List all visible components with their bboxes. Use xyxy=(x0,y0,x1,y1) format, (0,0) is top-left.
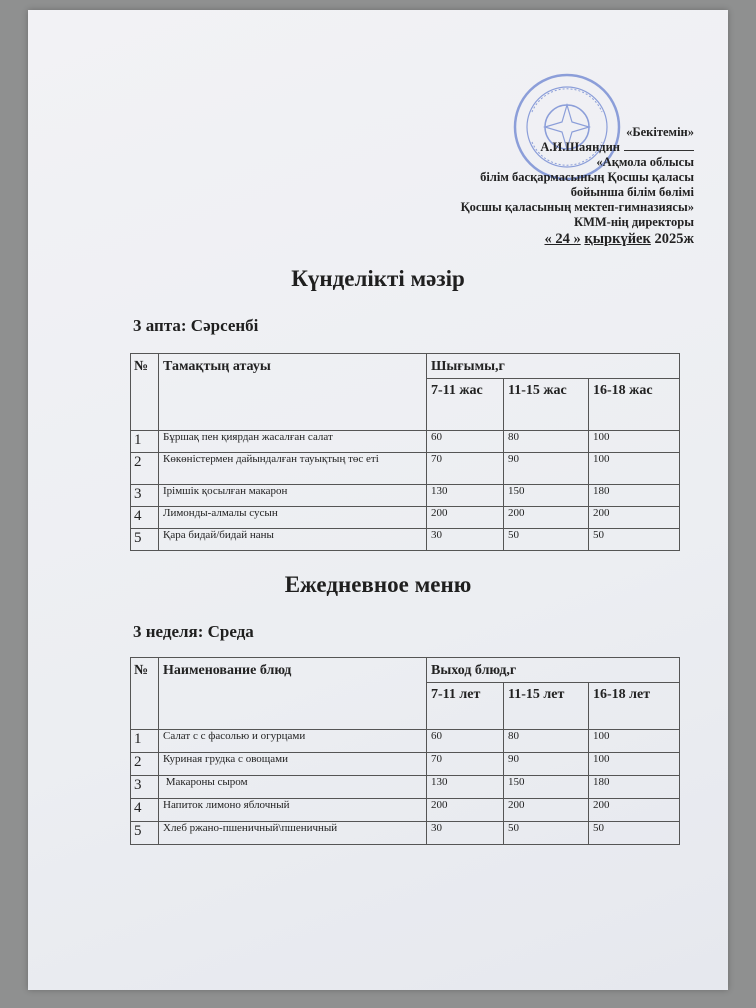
dish-name: Напиток лимоно яблочный xyxy=(159,799,427,822)
dish-name: Куриная грудка с овощами xyxy=(159,753,427,776)
age-group-3: 16-18 лет xyxy=(589,683,680,730)
table-row xyxy=(131,822,680,845)
table-row xyxy=(131,431,680,453)
value-age-1: 60 xyxy=(427,431,504,453)
table-row xyxy=(131,453,680,485)
dish-name: Бұршақ пен қиярдан жасалған салат xyxy=(159,431,427,453)
row-number: 5 xyxy=(131,529,159,551)
approval-block xyxy=(354,125,694,248)
value-age-1: 60 xyxy=(427,730,504,753)
value-age-1: 200 xyxy=(427,799,504,822)
value-age-2: 200 xyxy=(504,799,589,822)
dish-name: Хлеб ржано-пшеничный\пшеничный xyxy=(159,822,427,845)
kazakh-week-label: 3 апта: Сәрсенбі xyxy=(133,316,259,335)
value-age-1: 70 xyxy=(427,453,504,485)
russian-menu-title: Ежедневное меню xyxy=(284,572,472,597)
value-age-1: 200 xyxy=(427,507,504,529)
value-age-1: 130 xyxy=(427,485,504,507)
age-group-1: 7-11 жас xyxy=(427,379,504,431)
header-number: № xyxy=(131,658,159,730)
dish-name: Ірімшік қосылған макарон xyxy=(159,485,427,507)
value-age-1: 70 xyxy=(427,753,504,776)
value-age-2: 90 xyxy=(504,453,589,485)
value-age-2: 50 xyxy=(504,822,589,845)
dish-name: Лимонды-алмалы сусын xyxy=(159,507,427,529)
kazakh-menu-title: Күнделікті мәзір xyxy=(291,266,465,291)
value-age-3: 100 xyxy=(589,431,680,453)
value-age-1: 30 xyxy=(427,529,504,551)
approval-org-line-1: «Ақмола облысы xyxy=(596,155,694,169)
row-number: 4 xyxy=(131,799,159,822)
russian-menu-table xyxy=(130,657,680,845)
value-age-2: 90 xyxy=(504,753,589,776)
value-age-3: 200 xyxy=(589,507,680,529)
table-row xyxy=(131,507,680,529)
dish-name: Макароны сыром xyxy=(159,776,427,799)
age-group-3: 16-18 жас xyxy=(589,379,680,431)
row-number: 1 xyxy=(131,431,159,453)
table-row xyxy=(131,485,680,507)
value-age-2: 150 xyxy=(504,485,589,507)
header-output: Шығымы,г xyxy=(427,354,680,379)
approval-signer: А.И.Шаяндин xyxy=(354,140,694,155)
value-age-3: 50 xyxy=(589,529,680,551)
row-number: 3 xyxy=(131,776,159,799)
row-number: 5 xyxy=(131,822,159,845)
dish-name: Көкөністермен дайындалған тауықтың төс еті xyxy=(159,453,427,485)
header-dish-name: Наименование блюд xyxy=(159,658,427,730)
age-group-2: 11-15 лет xyxy=(504,683,589,730)
value-age-3: 100 xyxy=(589,753,680,776)
kazakh-menu-table xyxy=(130,353,680,551)
table-row xyxy=(131,529,680,551)
value-age-2: 200 xyxy=(504,507,589,529)
header-number: № xyxy=(131,354,159,431)
table-row xyxy=(131,753,680,776)
approval-title: «Бекітемін» xyxy=(626,125,694,139)
row-number: 3 xyxy=(131,485,159,507)
table-row xyxy=(131,799,680,822)
value-age-3: 200 xyxy=(589,799,680,822)
row-number: 2 xyxy=(131,753,159,776)
header-dish-name: Тамақтың атауы xyxy=(159,354,427,431)
value-age-1: 30 xyxy=(427,822,504,845)
row-number: 1 xyxy=(131,730,159,753)
russian-week-label: 3 неделя: Среда xyxy=(133,622,254,641)
approval-org-line-3: бойынша білім бөлімі xyxy=(570,185,694,199)
approval-org-line-5: КММ-нің директоры xyxy=(574,215,694,229)
value-age-3: 100 xyxy=(589,730,680,753)
value-age-3: 180 xyxy=(589,776,680,799)
value-age-2: 50 xyxy=(504,529,589,551)
value-age-2: 80 xyxy=(504,431,589,453)
age-group-1: 7-11 лет xyxy=(427,683,504,730)
dish-name: Қара бидай/бидай наны xyxy=(159,529,427,551)
approval-org-line-4: Қосшы қаласының мектеп-гимназиясы» xyxy=(460,200,694,214)
value-age-3: 100 xyxy=(589,453,680,485)
dish-name: Салат с с фасолью и огурцами xyxy=(159,730,427,753)
approval-org-line-2: білім басқармасының Қосшы қаласы xyxy=(480,170,694,184)
age-group-2: 11-15 жас xyxy=(504,379,589,431)
table-row xyxy=(131,776,680,799)
row-number: 4 xyxy=(131,507,159,529)
value-age-2: 150 xyxy=(504,776,589,799)
value-age-2: 80 xyxy=(504,730,589,753)
row-number: 2 xyxy=(131,453,159,485)
table-row xyxy=(131,730,680,753)
value-age-3: 180 xyxy=(589,485,680,507)
header-output: Выход блюд,г xyxy=(427,658,680,683)
approval-date: « 24 » қыркүйек 2025ж xyxy=(544,231,694,247)
value-age-1: 130 xyxy=(427,776,504,799)
value-age-3: 50 xyxy=(589,822,680,845)
